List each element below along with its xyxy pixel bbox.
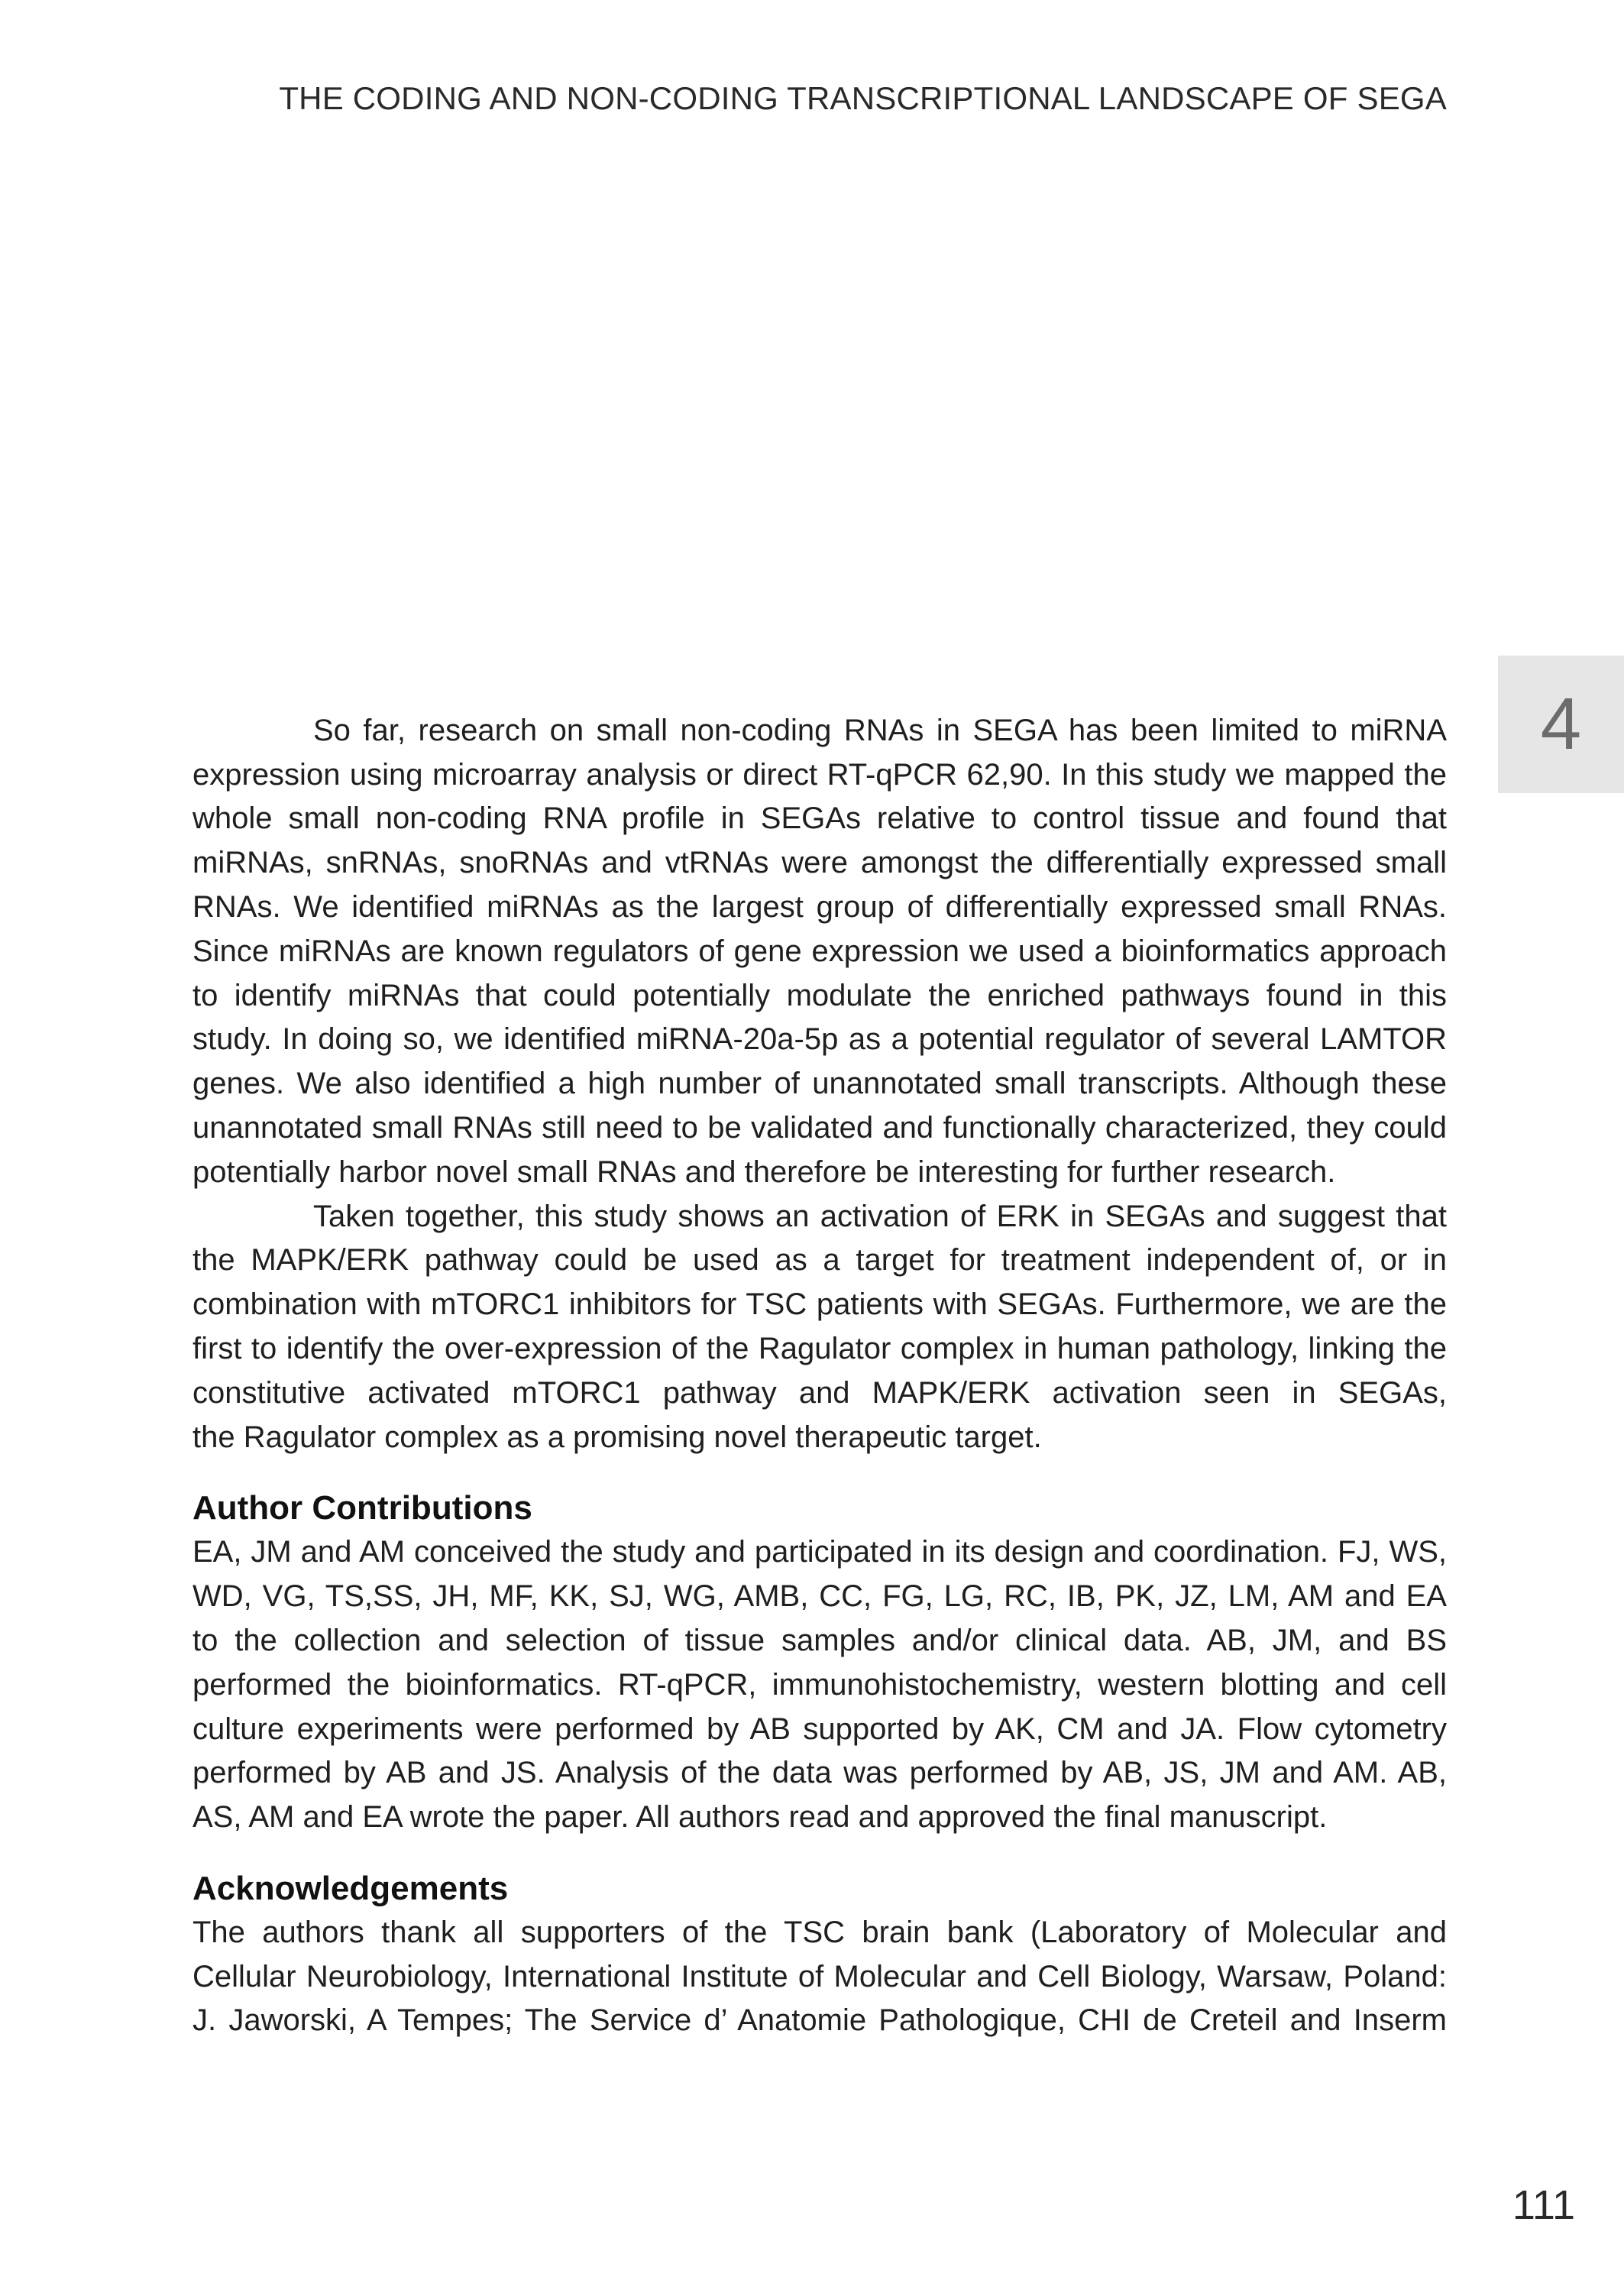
body-line: performed the bioinformatics. RT-qPCR, immunohistochemistry, western blotting and cell — [192, 1667, 1447, 1702]
body-line: J. Jaworski, A Tempes; The Service d’ Anatomie Pathologique, CHI de Creteil and Inserm — [192, 2003, 1447, 2038]
body-line — [192, 488, 1447, 533]
body-line: unannotated small RNAs still need to be validated and functionally characterized, they could — [192, 1110, 1447, 1145]
body-paragraph-3 — [192, 1195, 1447, 1460]
body-line: So far, research on small non-coding RNAs in SEGA has been limited to miRNA — [313, 713, 1447, 747]
running-header: THE CODING AND NON-CODING TRANSCRIPTIONAL LANDSCAPE OF SEGA — [279, 80, 1447, 116]
body-line — [192, 267, 1447, 312]
chapter-number: 4 — [1540, 683, 1582, 765]
body-line: study. In doing so, we identified miRNA-20a-5p as a potential regulator of several LAMTOR — [192, 1022, 1447, 1057]
body-line: whole small non-coding RNA profile in SEGAs relative to control tissue and found that — [192, 802, 1447, 836]
body-line: constitutive activated mTORC1 pathway and MAPK/ERK activation seen in SEGAs, — [192, 1375, 1447, 1410]
body-line: performed by AB and JS. Analysis of the data was performed by AB, JS, JM and AM. AB, — [192, 1756, 1447, 1790]
body-line — [192, 576, 1447, 620]
body-paragraph-2 — [192, 709, 1447, 1195]
body-line: to identify miRNAs that could potentially modulate the enriched pathways found in this — [192, 978, 1447, 1012]
body-line: genes. We also identified a high number of unannotated small transcripts. Although these — [192, 1067, 1447, 1101]
body-line — [192, 312, 1447, 356]
body-line: RNAs. We identified miRNAs as the largest group of differentially expressed small RNAs. — [192, 889, 1447, 924]
body-line: The authors thank all supporters of the TSC brain bank (Laboratory of Molecular and — [192, 1915, 1447, 1949]
chapter-tab — [1498, 656, 1624, 793]
body-line — [192, 355, 1447, 400]
body-line — [192, 533, 1447, 577]
body-line: WD, VG, TS,SS, JH, MF, KK, SJ, WG, AMB, CC, FG, LG, RC, IB, PK, JZ, LM, AM and EA — [192, 1579, 1447, 1614]
body-line: potentially harbor novel small RNAs and therefore be interesting for further research. — [192, 1155, 1336, 1189]
section-heading-acknowledgements: Acknowledgements — [192, 1869, 509, 1907]
body-line: AS, AM and EA wrote the paper. All authors read and approved the final manuscript. — [192, 1800, 1328, 1835]
body-line — [192, 223, 1447, 267]
body-line: miRNAs, snRNAs, snoRNAs and vtRNAs were amongst the differentially expressed small — [192, 846, 1447, 880]
section-heading-author-contributions: Author Contributions — [192, 1489, 532, 1527]
body-line: expression using microarray analysis or direct RT-qPCR 62,90. In this study we mapped the — [192, 757, 1447, 792]
acknowledgements-paragraph — [192, 1911, 1447, 2043]
body-line — [192, 665, 1447, 709]
body-line: Since miRNAs are known regulators of gene expression we used a bioinformatics approach — [192, 934, 1447, 968]
body-line — [192, 400, 1447, 444]
body-line — [192, 444, 1447, 488]
page-content — [192, 223, 1447, 2043]
body-line: the MAPK/ERK pathway could be used as a target for treatment independent of, or in — [192, 1243, 1447, 1278]
body-line: combination with mTORC1 inhibitors for TSC patients with SEGAs. Furthermore, we are the — [192, 1287, 1447, 1322]
body-line: Taken together, this study shows an activation of ERK in SEGAs and suggest that — [313, 1199, 1447, 1233]
body-line: EA, JM and AM conceived the study and participated in its design and coordination. FJ, WS, — [192, 1535, 1447, 1569]
body-line: Cellular Neurobiology, International Institute of Molecular and Cell Biology, Warsaw, Poland: — [192, 1959, 1447, 1993]
body-line: culture experiments were performed by AB supported by AK, CM and JA. Flow cytometry — [192, 1712, 1447, 1746]
author-contributions-paragraph — [192, 1530, 1447, 1840]
body-line: first to identify the over-expression of the Ragulator complex in human pathology, linking the — [192, 1331, 1447, 1365]
body-line: the Ragulator complex as a promising novel therapeutic target. — [192, 1420, 1042, 1454]
page-number: 111 — [1512, 2182, 1575, 2228]
body-line: to the collection and selection of tissue samples and/or clinical data. AB, JM, and BS — [192, 1623, 1447, 1657]
body-paragraph-1 — [192, 223, 1447, 709]
body-line — [192, 620, 1447, 665]
